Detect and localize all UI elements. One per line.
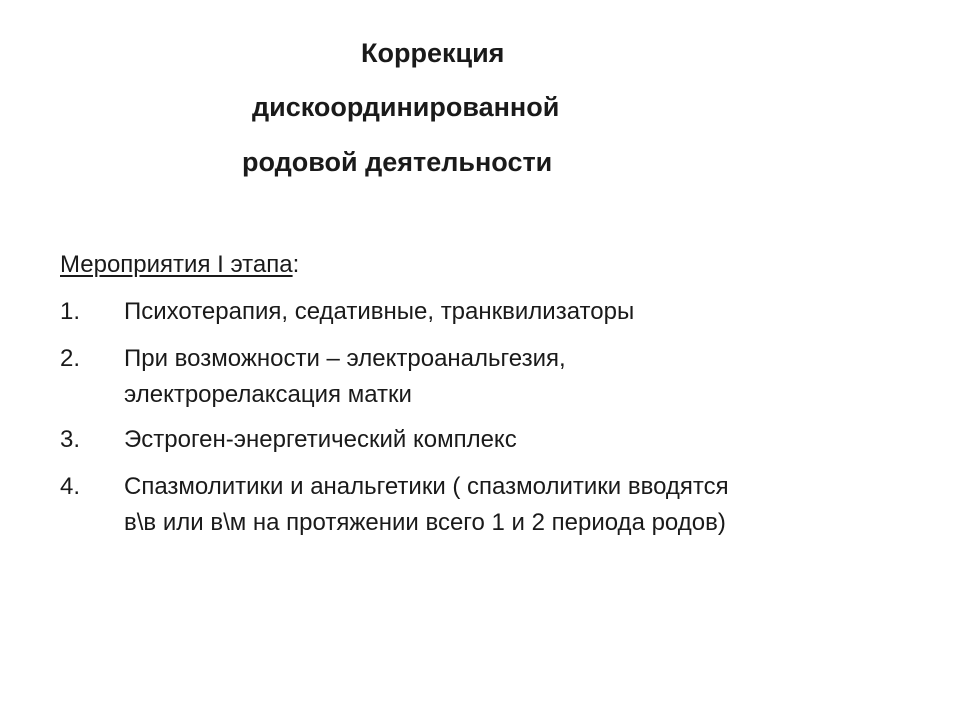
list-item-line: При возможности – электроанальгезия, [124, 345, 566, 372]
list-item-line: в\в или в\м на протяжении всего 1 и 2 периода родов) [124, 509, 726, 536]
list-item-text [124, 341, 924, 413]
list-item-number: 4. [60, 473, 81, 500]
list-item-number: 2. [60, 345, 81, 372]
title-line-2: дискоординированной [252, 92, 560, 122]
list-item-number: 3. [60, 426, 81, 453]
list-item-text [124, 422, 924, 458]
list-item-number: 1. [60, 298, 81, 325]
list-item-line: Эстроген-энергетический комплекс [124, 426, 517, 453]
subheading-colon: : [292, 251, 300, 278]
title-line-1: Коррекция [361, 38, 505, 68]
title-line-3: родовой деятельности [242, 147, 553, 177]
list-item-text [124, 469, 924, 541]
subheading-text: Мероприятия I этапа [60, 251, 293, 278]
list-item-line: Спазмолитики и анальгетики ( спазмолитики вводятся [124, 473, 729, 500]
list-item-line: Психотерапия, седативные, транквилизаторы [124, 298, 635, 325]
list-item-line: электрорелаксация матки [124, 381, 412, 408]
list-item-text [124, 294, 924, 330]
subheading [60, 251, 299, 279]
